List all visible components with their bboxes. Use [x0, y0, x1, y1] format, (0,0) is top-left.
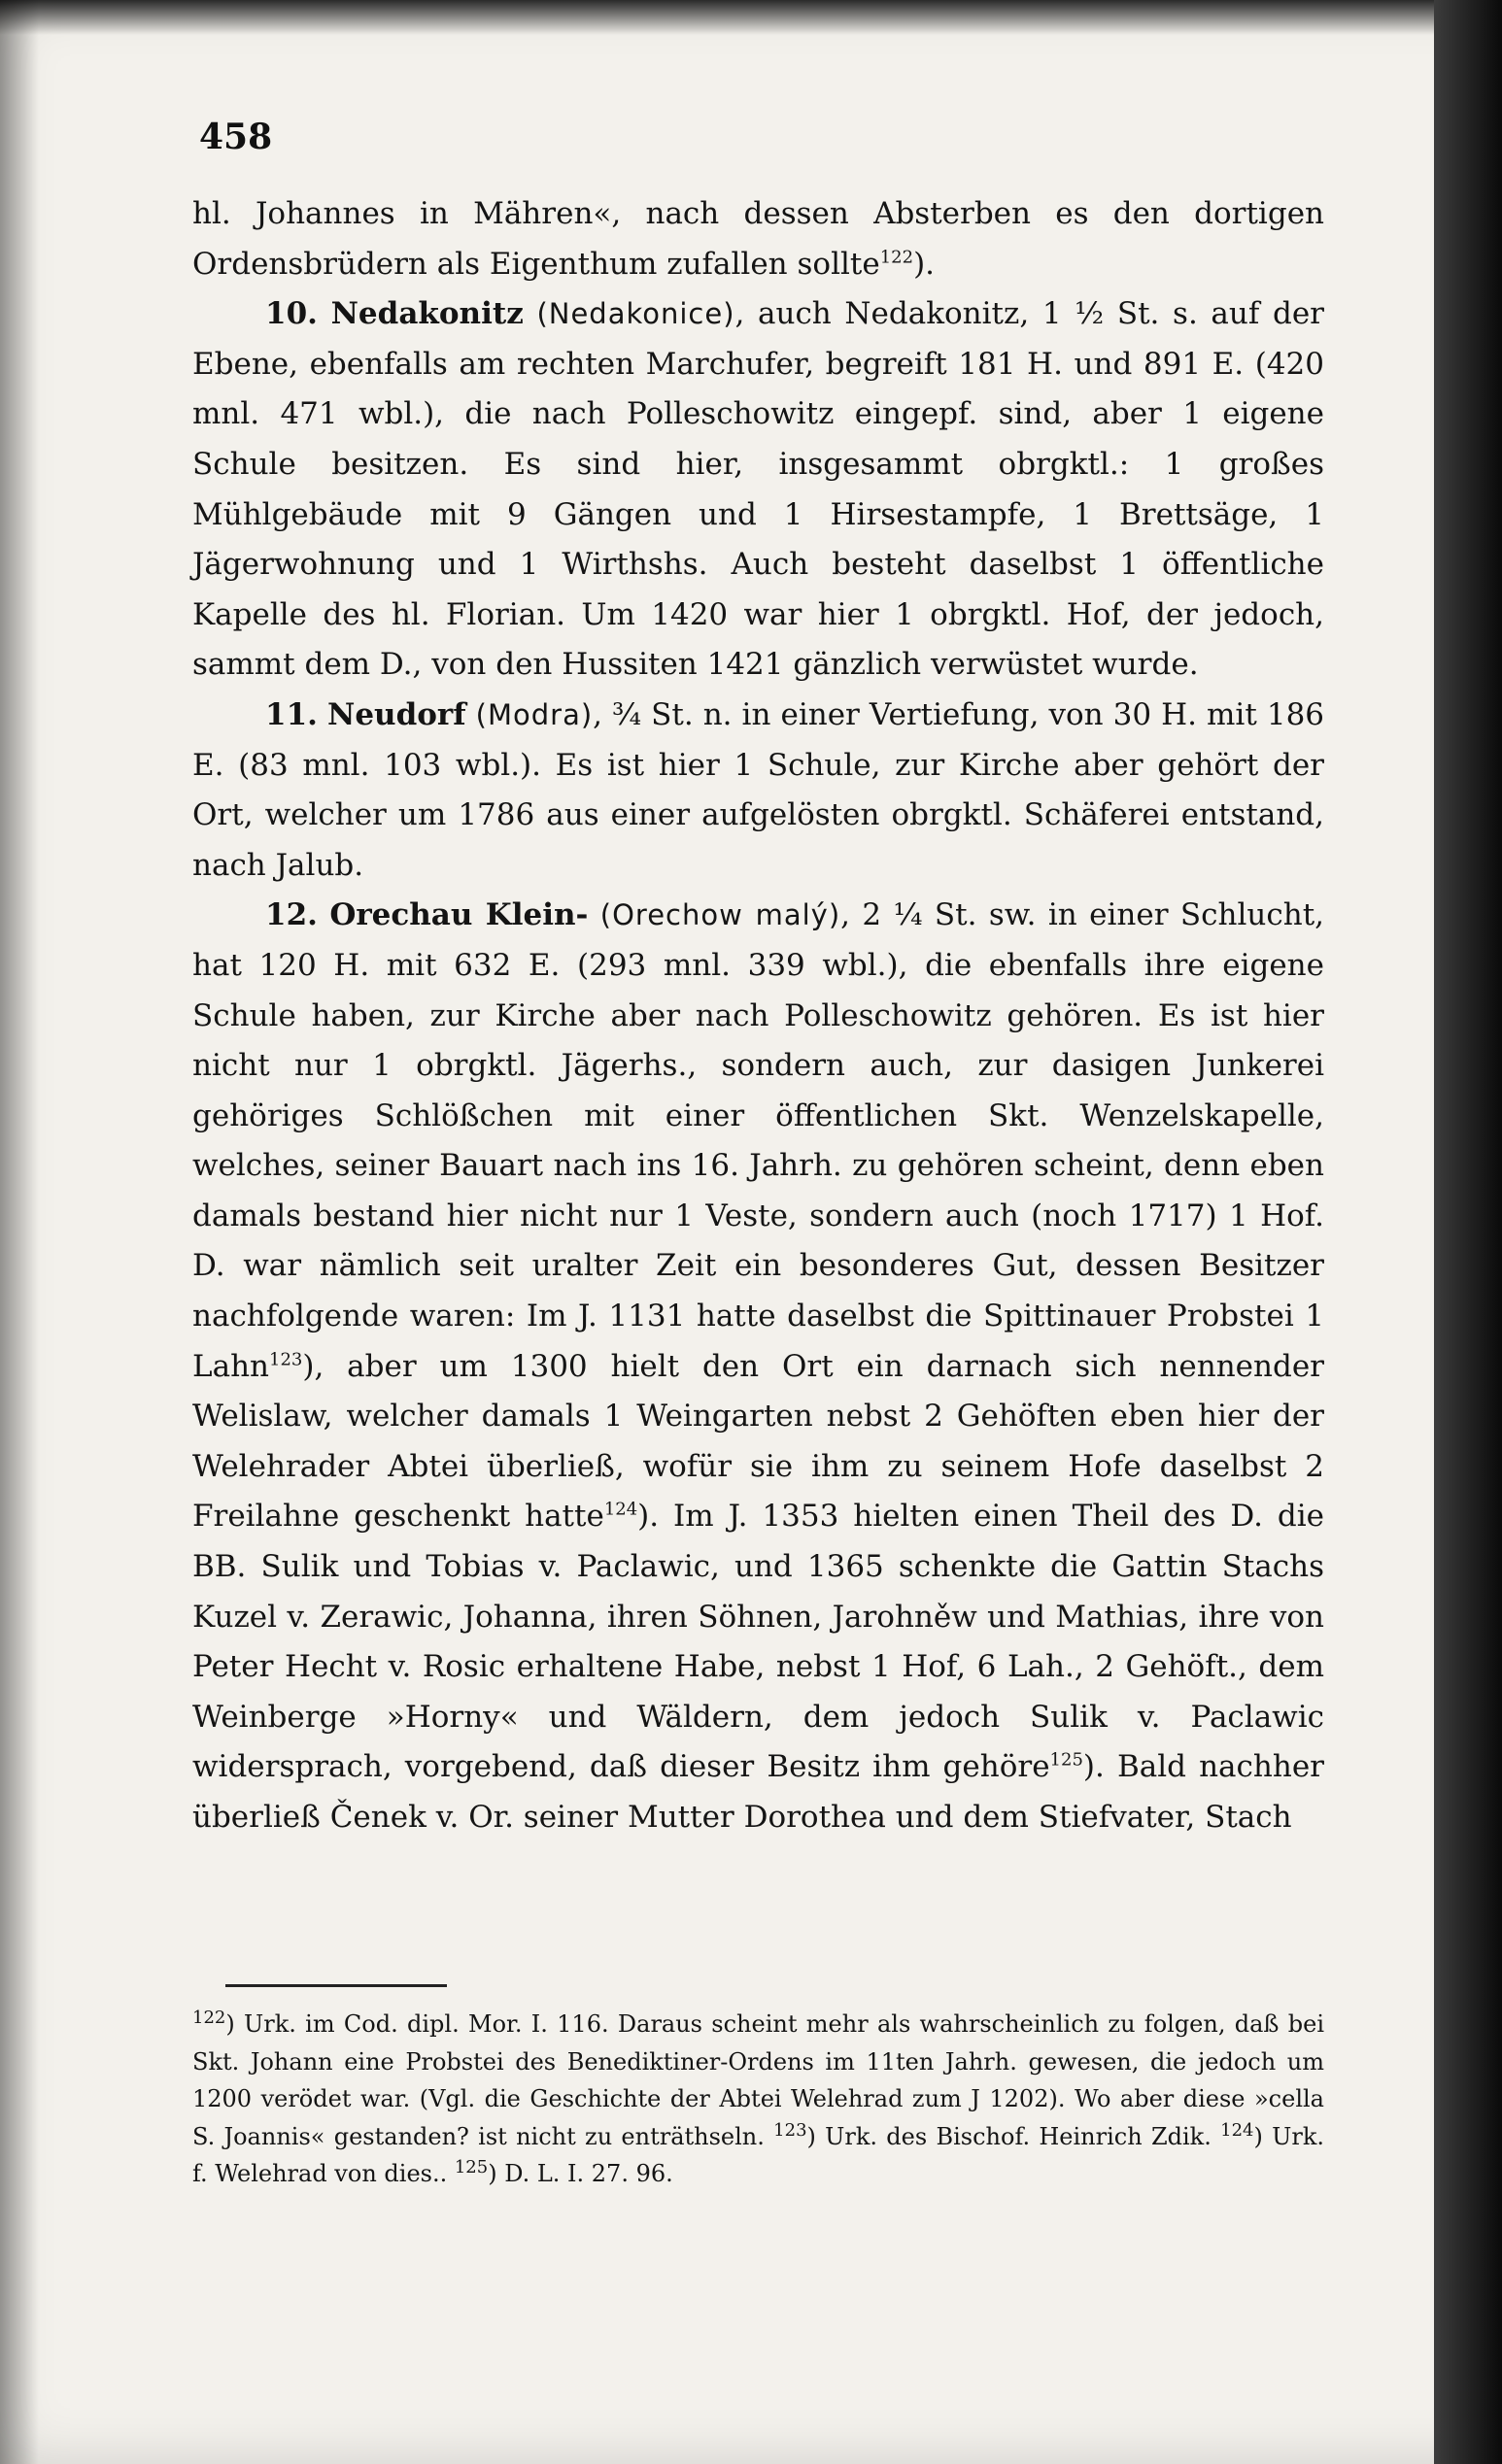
footnote-ref: 122	[879, 247, 914, 268]
entry-number: 11.	[265, 696, 318, 732]
footnote-mark: 125	[454, 2157, 489, 2177]
scan-edge-right	[1434, 0, 1502, 2464]
entry-number: 10.	[265, 296, 318, 332]
footnote-ref: 124	[603, 1500, 638, 1521]
footnote-text: ) Urk. im Cod. dipl. Mor. I. 116. Daraus scheint mehr als wahrscheinlich zu folgen, daß bei Skt. Johann eine Probstei des Benediktiner-Ordens im 11ten Jahrh. gewesen, die jedoch um 1200 verödet war. (Vgl. die Geschichte der Abtei Welehrad zum J 1202). Wo aber diese »cella S. Joannis« gestanden? ist nicht zu enträthseln.	[192, 2010, 1324, 2150]
footnote-mark: 124	[1220, 2119, 1254, 2141]
scan-shadow-left	[0, 0, 39, 2464]
footnote-mark: 122	[192, 2008, 226, 2028]
footnote-text: ) Urk. des Bischof. Heinrich Zdik.	[806, 2122, 1221, 2150]
footnote-text: ) D. L. I. 27. 96.	[488, 2160, 673, 2187]
footnote-ref: 123	[269, 1349, 303, 1370]
entry-name: Orechau Klein-	[329, 897, 589, 933]
paragraph-continuation: hl. Johannes in Mähren«, nach dessen Absterben es den dortigen Ordensbrüdern als Eigenthum zufallen sollte$^{122}$).	[192, 196, 1324, 282]
footnote-text: ) Urk. f. Welehrad von dies..	[192, 2122, 1324, 2187]
entry-name: Nedakonitz	[330, 296, 524, 332]
body-text	[192, 189, 1324, 1843]
entry-nedakonitz	[192, 289, 1324, 691]
entry-text: ). Bald nachher überließ Čenek v. Or. seiner Mutter Dorothea und dem Stiefvater, Stach	[192, 1749, 1324, 1835]
entry-latin-name: (Orechow malý)	[599, 898, 841, 932]
page-number: 458	[199, 117, 273, 157]
entry-text: , auch Nedakonitz, 1 ½ St. s. auf der Ebene, ebenfalls am rechten Marchufer, begreift 181 H. und 891 E. (420 mnl. 471 wbl.), die nach Polleschowitz eingepf. sind, aber 1 eigene Schule besitzen. Es sind hier, insgesammt obrgktl.: 1 großes Mühlgebäude mit 9 Gängen und 1 Hirsestampfe, 1 Brettsäge, 1 Jägerwohnung und 1 Wirthshs. Auch besteht daselbst 1 öffentliche Kapelle des hl. Florian. Um 1420 war hier 1 obrgktl. Hof, der jedoch, sammt dem D., von den Hussiten 1421 gänzlich verwüstet wurde.	[192, 296, 1324, 683]
entry-name: Neudorf	[326, 696, 466, 732]
entry-orechau	[192, 891, 1324, 1842]
footnote-ref: 125	[1049, 1750, 1083, 1772]
footnotes	[192, 2006, 1324, 2193]
scan-shadow-top	[0, 0, 1502, 35]
entry-text: ). Im J. 1353 hielten einen Theil des D. die BB. Sulik und Tobias v. Paclawic, und 1365 schenkte die Gattin Stachs Kuzel v. Zerawic, Johanna, ihren Söhnen, Jarohněw und Mathias, ihre von Peter Hecht v. Rosic erhaltene Habe, nebst 1 Hof, 6 Lah., 2 Gehöft., dem Weinberge »Horny« und Wäldern, dem jedoch Sulik v. Paclawic widersprach, vorgebend, daß dieser Besitz ihm gehöre	[192, 1499, 1324, 1785]
entry-text: ), aber um 1300 hielt den Ort ein darnach sich nennender Welislaw, welcher damals 1 Weingarten nebst 2 Gehöften eben hier der Welehrader Abtei überließ, wofür sie ihm zu seinem Hofe daselbst 2 Freilahne geschenkt hatte	[192, 1348, 1324, 1535]
entry-latin-name: (Modra)	[475, 697, 594, 731]
footnote-divider	[225, 1984, 447, 1987]
entry-latin-name: (Nedakonice)	[536, 297, 735, 331]
entry-neudorf	[192, 691, 1324, 891]
footnote-block	[192, 2006, 1324, 2193]
entry-number: 12.	[265, 897, 318, 933]
entry-text: , 2 ¼ St. sw. in einer Schlucht, hat 120 H. mit 632 E. (293 mnl. 339 wbl.), die ebenfalls ihre eigene Schule haben, zur Kirche aber nach Polleschowitz gehören. Es ist hier nicht nur 1 obrgktl. Jägerhs., sondern auch, zur dasigen Junkerei gehöriges Schlößchen mit einer öffentlichen Skt. Wenzelskapelle, welches, seiner Bauart nach ins 16. Jahrh. zu gehören scheint, denn eben damals bestand hier nicht nur 1 Veste, sondern auch (noch 1717) 1 Hof. D. war nämlich seit uralter Zeit ein besonderes Gut, dessen Besitzer nachfolgende waren: Im J. 1131 hatte daselbst die Spittinauer Probstei 1 Lahn	[192, 897, 1325, 1384]
footnote-mark: 123	[773, 2119, 807, 2141]
entry-text: , ¾ St. n. in einer Vertiefung, von 30 H. mit 186 E. (83 mnl. 103 wbl.). Es ist hier 1 Schule, zur Kirche aber gehört der Ort, welcher um 1786 aus einer aufgelösten obrgktl. Schäferei entstand, nach Jalub.	[192, 696, 1325, 883]
